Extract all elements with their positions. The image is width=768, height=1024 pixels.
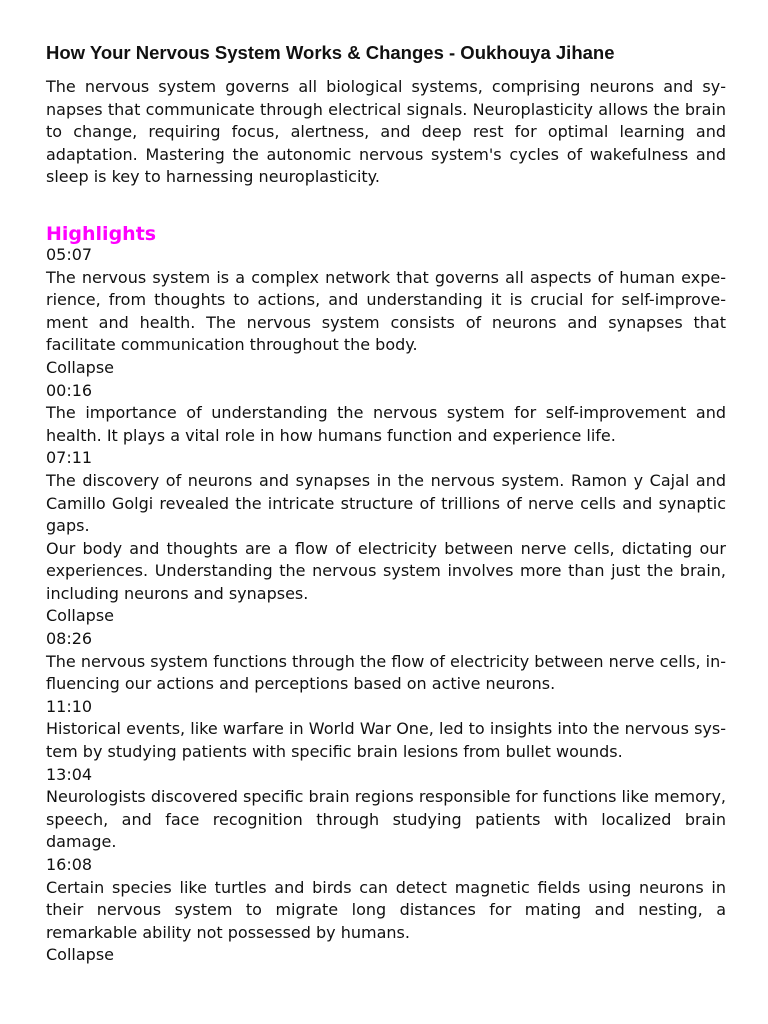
collapse-button[interactable]: Collapse <box>46 945 114 965</box>
collapse-button[interactable]: Collapse <box>46 606 114 626</box>
highlight-text-extra: Our body and thoughts are a flow of electricity between nerve cells, dictating our experiences. Understanding the nervous system involves more than just the brain, including neurons and synapses. <box>46 538 726 603</box>
highlights-list <box>46 244 726 967</box>
highlight-text: The nervous system functions through the flow of electricity between nerve cells, influencing our actions and perceptions based on active neurons. <box>46 651 726 694</box>
timestamp-link[interactable]: 07:11 <box>46 448 93 468</box>
highlight-text: The discovery of neurons and synapses in the nervous system. Ramon y Cajal and Camillo Golgi revealed the intricate structure of trillions of nerve cells and synaptic gaps. <box>46 470 726 536</box>
timestamp-link[interactable]: 13:04 <box>46 764 93 784</box>
timestamp-link[interactable]: 16:08 <box>46 855 93 874</box>
highlight-text: Certain species like turtles and birds can detect magnetic fields using neurons in their nervous system to migrate long distances for mating and nesting, a remarkable ability not possessed by humans. <box>46 877 726 942</box>
timestamp-link[interactable]: 05:07 <box>46 244 93 264</box>
highlight-text: The nervous system is a complex network that governs all aspects of human experience, from thoughts to actions, and understanding it is crucial for self-improvement and health. The nervous system consists of neurons and synapses that facilitate communication throughout the body. <box>46 267 726 355</box>
summary-paragraph: The nervous system governs all biological systems, comprising neurons and synapses that communicate through electrical signals. Neuroplasticity allows the brain to change, requiring focus, alertness, and deep rest for optimal learning and adaptation. Mastering the autonomic nervous system's cycles of wakefulness and sleep is key to harnessing neuroplasticity. <box>46 77 726 187</box>
highlight-text: The importance of understanding the nervous system for self-improvement and health. It plays a vital role in how humans function and experience life. <box>46 403 726 445</box>
collapse-button[interactable]: Collapse <box>46 357 114 377</box>
timestamp-link[interactable]: 00:16 <box>46 380 93 400</box>
document-title: How Your Nervous System Works & Changes - Oukhouya Jihane <box>46 42 615 63</box>
timestamp-link[interactable]: 11:10 <box>46 696 93 716</box>
highlight-text: Neurologists discovered specific brain regions responsible for functions like memory, speech, and face recognition through studying patients with localized brain damage. <box>46 787 726 852</box>
highlight-text: Historical events, like warfare in World War One, led to insights into the nervous system by studying patients with specific brain lesions from bullet wounds. <box>46 719 726 762</box>
document-page <box>46 40 726 967</box>
highlights-heading: Highlights <box>46 222 157 245</box>
timestamp-link[interactable]: 08:26 <box>46 629 93 649</box>
